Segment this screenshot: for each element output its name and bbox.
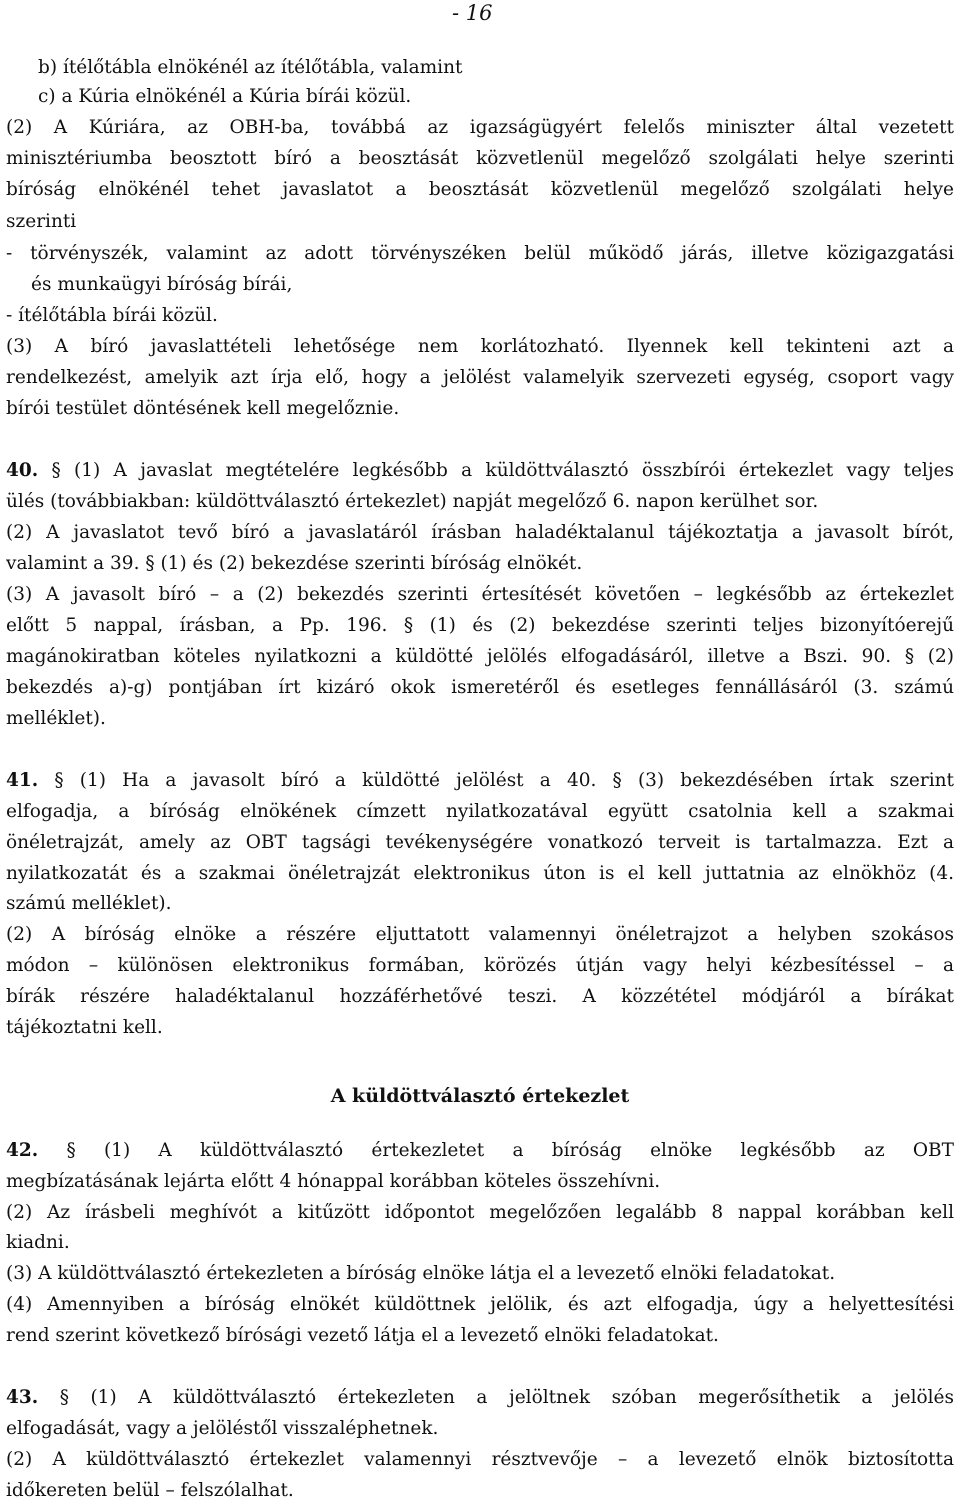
text-line: előtt 5 nappal, írásban, a Pp. 196. § (1) és (2) bekezdése szerinti teljes bizonyítóerejű — [6, 615, 954, 636]
text-line: 42. § (1) A küldöttválasztó értekezletet a bíróság elnöke legkésőbb az OBT — [6, 1140, 954, 1161]
text-line: melléklet). — [6, 708, 106, 729]
text-line: rend szerint következő bírósági vezető látja el a levezető elnöki feladatokat. — [6, 1325, 719, 1346]
text-line: megbízatásának lejárta előtt 4 hónappal korábban köteles összehívni. — [6, 1171, 661, 1192]
text-line: valamint a 39. § (1) és (2) bekezdése szerinti bíróság elnökét. — [6, 553, 583, 574]
text-line: kiadni. — [6, 1232, 70, 1253]
text-line: 41. § (1) Ha a javasolt bíró a küldötté jelölést a 40. § (3) bekezdésében írtak szerint — [6, 770, 954, 791]
text-line: rendelkezést, amelyik azt írja elő, hogy a jelölést valamelyik szervezeti egység, csoport vagy — [6, 367, 954, 388]
text-line: - törvényszék, valamint az adott törvényszéken belül működő járás, illetve közigazgatási — [6, 243, 954, 264]
text-line: önéletrajzát, amely az OBT tagsági tevékenységére vonatkozó terveit is tartalmazza. Ezt a — [6, 832, 954, 853]
text-line: időkereten belül – felszólalhat. — [6, 1480, 294, 1501]
text-line: nyilatkozatát és a szakmai önéletrajzát elektronikus úton is el kell juttatnia az elnökhöz (4. — [6, 863, 954, 884]
text-line: 40. § (1) A javaslat megtételére legkésőbb a küldöttválasztó összbírói értekezlet vagy teljes — [6, 460, 954, 481]
text-line: és munkaügyi bíróság bírái, — [31, 274, 293, 295]
text-line: (2) A küldöttválasztó értekezlet valamennyi résztvevője – a levezető elnök biztosította — [6, 1449, 954, 1470]
text-line: bírák részére haladéktalanul hozzáférhetővé teszi. A közzététel módjáról a bírákat — [6, 986, 954, 1007]
text-line: szerinti — [6, 211, 77, 232]
text-line: c) a Kúria elnökénél a Kúria bírái közül. — [38, 86, 412, 107]
text-line: bírói testület döntésének kell megelőznie. — [6, 398, 400, 419]
text-line: bíróság elnökénél tehet javaslatot a beosztását közvetlenül megelőző szolgálati helye — [6, 179, 954, 200]
text-line: (4) Amennyiben a bíróság elnökét küldöttnek jelölik, és azt elfogadja, úgy a helyettesítési — [6, 1294, 954, 1315]
text-line: b) ítélőtábla elnökénél az ítélőtábla, valamint — [38, 57, 463, 78]
text-line: elfogadását, vagy a jelöléstől visszaléphetnek. — [6, 1418, 439, 1439]
text-line: módon – különösen elektronikus formában, körözés útján vagy helyi kézbesítéssel – a — [6, 955, 954, 976]
text-line: bekezdés a)-g) pontjában írt kizáró okok ismeretéről és esetleges fennállásáról (3. számú — [6, 677, 954, 698]
text-line: (3) A javasolt bíró – a (2) bekezdés szerinti értesítését követően – legkésőbb az értekezlet — [6, 584, 954, 605]
text-line: (2) A bíróság elnöke a részére eljuttatott valamennyi önéletrajzot a helyben szokásos — [6, 924, 954, 945]
text-line: tájékoztatni kell. — [6, 1017, 163, 1038]
text-line: ülés (továbbiakban: küldöttválasztó értekezlet) napját megelőző 6. napon kerülhet sor. — [6, 491, 819, 512]
text-line: elfogadja, a bíróság elnökének címzett nyilatkozatával együtt csatolnia kell a szakmai — [6, 801, 954, 822]
text-line: 43. § (1) A küldöttválasztó értekezleten a jelöltnek szóban megerősíthetik a jelölés — [6, 1387, 954, 1408]
text-line: (2) A javaslatot tevő bíró a javaslatáról írásban haladéktalanul tájékoztatja a javasolt bírót, — [6, 522, 954, 543]
text-line: (3) A küldöttválasztó értekezleten a bíróság elnöke látja el a levezető elnöki feladatokat. — [6, 1263, 836, 1284]
text-line: (3) A bíró javaslattételi lehetősége nem korlátozható. Ilyennek kell tekinteni azt a — [6, 336, 954, 357]
text-line: számú melléklet). — [6, 893, 172, 914]
section-heading: A küldöttválasztó értekezlet — [330, 1085, 630, 1107]
text-line: (2) A Kúriára, az OBH-ba, továbbá az igazságügyért felelős miniszter által vezetett — [6, 117, 954, 138]
text-line: magánokiratban köteles nyilatkozni a küldötté jelölés elfogadásáról, illetve a Bszi. 90. § (2) — [6, 646, 954, 667]
page-number: - 16 — [452, 1, 493, 25]
text-line: minisztériumba beosztott bíró a beosztását közvetlenül megelőző szolgálati helye szerinti — [6, 148, 954, 169]
text-line: (2) Az írásbeli meghívót a kitűzött időpontot megelőzően legalább 8 nappal korábban kell — [6, 1202, 954, 1223]
text-line: - ítélőtábla bírái közül. — [6, 305, 218, 326]
